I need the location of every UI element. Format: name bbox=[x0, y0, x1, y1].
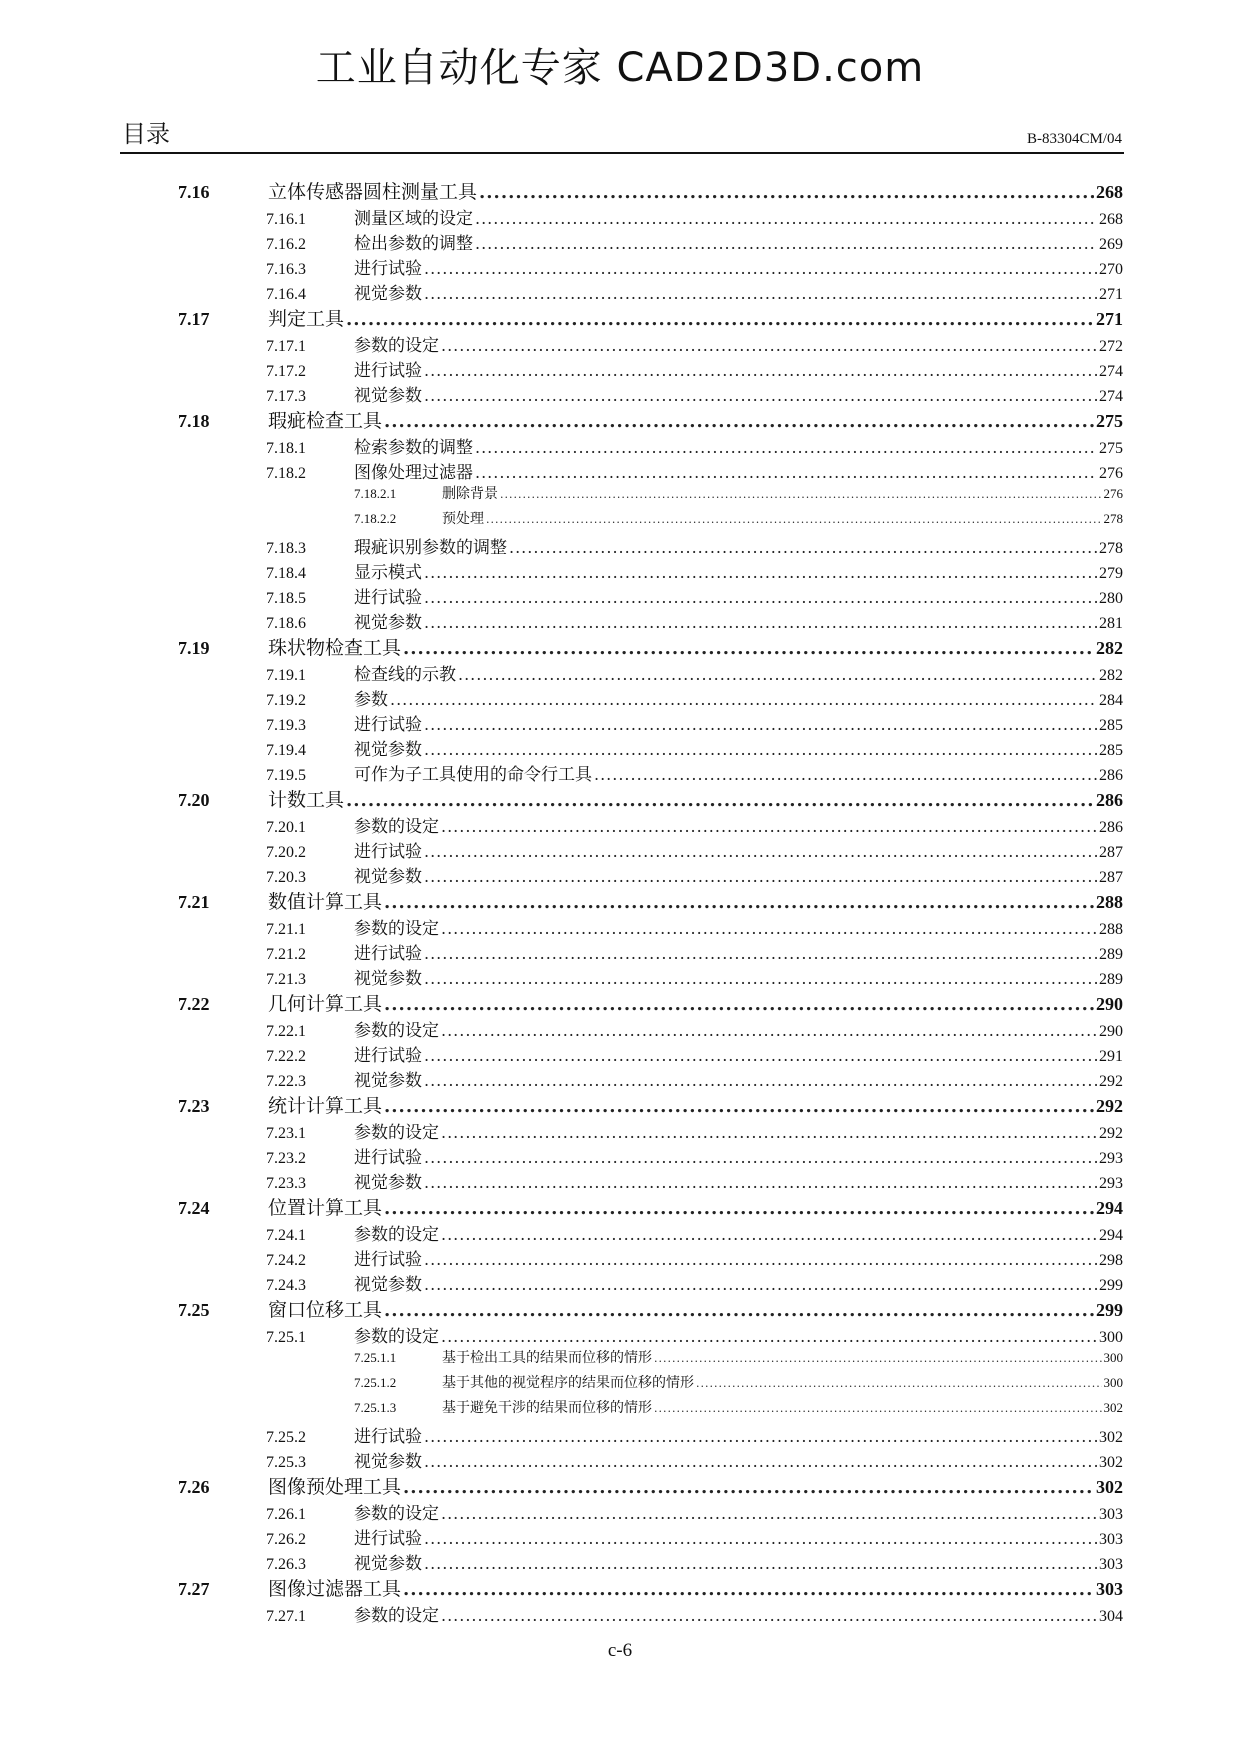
toc-entry[interactable] bbox=[0, 1193, 1123, 1220]
toc-entry[interactable] bbox=[0, 685, 1123, 710]
toc-entry[interactable] bbox=[0, 608, 1123, 633]
toc-dot-leader bbox=[424, 259, 1097, 278]
toc-entry-page: 291 bbox=[1099, 1048, 1123, 1065]
toc-dot-leader bbox=[384, 1096, 1094, 1117]
toc-entry-number: 7.18.2 bbox=[266, 465, 306, 482]
toc-entry[interactable] bbox=[0, 1347, 1123, 1372]
toc-entry-page: 287 bbox=[1099, 844, 1123, 861]
toc-entry-title: 视觉参数 bbox=[354, 740, 422, 760]
toc-entry-title: 进行试验 bbox=[354, 1427, 422, 1447]
toc-entry-number: 7.18.2.2 bbox=[354, 511, 397, 526]
toc-entry-title: 进行试验 bbox=[354, 1148, 422, 1168]
toc-entry-title: 参数的设定 bbox=[354, 1504, 439, 1524]
toc-entry-page: 289 bbox=[1099, 971, 1123, 988]
toc-entry-number: 7.24.3 bbox=[266, 1277, 306, 1294]
toc-dot-leader bbox=[441, 336, 1097, 355]
toc-entry-page: 278 bbox=[1103, 511, 1123, 526]
toc-entry-title: 进行试验 bbox=[354, 361, 422, 381]
toc-entry[interactable] bbox=[0, 356, 1123, 381]
toc-dot-leader bbox=[424, 284, 1097, 303]
watermark-title: 工业自动化专家 CAD2D3D.com bbox=[315, 45, 925, 91]
toc-entry[interactable] bbox=[0, 1499, 1123, 1524]
toc-entry-page: 268 bbox=[1099, 211, 1123, 228]
toc-entry[interactable] bbox=[0, 1447, 1123, 1472]
toc-entry-title: 视觉参数 bbox=[354, 1554, 422, 1574]
toc-entry-page: 288 bbox=[1096, 892, 1123, 912]
toc-entry[interactable] bbox=[0, 1168, 1123, 1193]
toc-entry-title: 视觉参数 bbox=[354, 284, 422, 304]
toc-entry[interactable] bbox=[0, 1066, 1123, 1091]
toc-entry-title: 视觉参数 bbox=[354, 1452, 422, 1472]
toc-dot-leader bbox=[403, 1477, 1094, 1498]
toc-entry-page: 279 bbox=[1099, 565, 1123, 582]
toc-entry-number: 7.25.2 bbox=[266, 1429, 306, 1446]
toc-entry-number: 7.24.2 bbox=[266, 1252, 306, 1269]
toc-dot-leader bbox=[424, 613, 1097, 632]
toc-entry-number: 7.16 bbox=[178, 182, 210, 202]
toc-entry-title: 进行试验 bbox=[354, 944, 422, 964]
toc-entry[interactable] bbox=[0, 483, 1123, 508]
toc-entry-number: 7.25.3 bbox=[266, 1454, 306, 1471]
toc-entry[interactable] bbox=[0, 1524, 1123, 1549]
toc-entry[interactable] bbox=[0, 1220, 1123, 1245]
toc-entry[interactable] bbox=[0, 1472, 1123, 1499]
toc-entry[interactable] bbox=[0, 989, 1123, 1016]
toc-dot-leader bbox=[424, 1071, 1097, 1090]
toc-entry[interactable] bbox=[0, 1143, 1123, 1168]
toc-entry[interactable] bbox=[0, 177, 1123, 204]
toc-entry[interactable] bbox=[0, 1397, 1123, 1422]
toc-entry-title: 计数工具 bbox=[268, 789, 345, 811]
toc-entry-page: 286 bbox=[1099, 767, 1123, 784]
toc-entry[interactable] bbox=[0, 1118, 1123, 1143]
toc-entry-number: 7.17 bbox=[178, 309, 210, 329]
toc-entry[interactable] bbox=[0, 1322, 1123, 1347]
toc-entry-title: 基于检出工具的结果而位移的情形 bbox=[442, 1350, 652, 1366]
toc-entry-title: 参数 bbox=[354, 690, 388, 710]
toc-dot-leader bbox=[475, 209, 1097, 228]
toc-dot-leader bbox=[403, 638, 1094, 659]
toc-entry-page: 292 bbox=[1096, 1096, 1123, 1116]
toc-dot-leader bbox=[424, 1427, 1097, 1446]
toc-entry-page: 269 bbox=[1099, 236, 1123, 253]
toc-entry-page: 288 bbox=[1099, 921, 1123, 938]
toc-entry-page: 275 bbox=[1099, 440, 1123, 457]
toc-dot-leader bbox=[384, 1300, 1094, 1321]
toc-entry-title: 基于避免干涉的结果而位移的情形 bbox=[442, 1400, 652, 1416]
toc-entry-number: 7.19.2 bbox=[266, 692, 306, 709]
toc-dot-leader bbox=[441, 1504, 1097, 1523]
toc-entry-number: 7.26 bbox=[178, 1477, 210, 1497]
toc-entry-page: 303 bbox=[1099, 1506, 1123, 1523]
toc-dot-leader bbox=[475, 438, 1097, 457]
toc-entry-number: 7.26.2 bbox=[266, 1531, 306, 1548]
toc-entry[interactable] bbox=[0, 837, 1123, 862]
toc-entry-title: 视觉参数 bbox=[354, 867, 422, 887]
toc-entry-page: 274 bbox=[1099, 388, 1123, 405]
toc-entry-number: 7.18.4 bbox=[266, 565, 306, 582]
toc-dot-leader bbox=[424, 1148, 1097, 1167]
toc-entry-number: 7.23.2 bbox=[266, 1150, 306, 1167]
toc-entry[interactable] bbox=[0, 533, 1123, 558]
toc-entry[interactable] bbox=[0, 1091, 1123, 1118]
toc-entry-number: 7.20.3 bbox=[266, 869, 306, 886]
toc-dot-leader bbox=[424, 969, 1097, 988]
toc-entry-title: 进行试验 bbox=[354, 1529, 422, 1549]
toc-entry-number: 7.19.1 bbox=[266, 667, 306, 684]
toc-entry-title: 窗口位移工具 bbox=[268, 1299, 383, 1321]
toc-entry[interactable] bbox=[0, 508, 1123, 533]
toc-dot-leader bbox=[424, 1554, 1097, 1573]
toc-entry[interactable] bbox=[0, 914, 1123, 939]
toc-entry[interactable] bbox=[0, 1372, 1123, 1397]
toc-dot-leader bbox=[486, 513, 1102, 526]
toc-entry-title: 参数的设定 bbox=[354, 1327, 439, 1347]
toc-entry-number: 7.27 bbox=[178, 1579, 210, 1599]
toc-entry-page: 303 bbox=[1096, 1579, 1123, 1599]
toc-entry-title: 统计计算工具 bbox=[268, 1095, 383, 1117]
toc-entry-number: 7.16.4 bbox=[266, 286, 306, 303]
toc-entry[interactable] bbox=[0, 458, 1123, 483]
toc-entry-page: 293 bbox=[1099, 1175, 1123, 1192]
toc-dot-leader bbox=[424, 715, 1097, 734]
toc-entry-number: 7.20.1 bbox=[266, 819, 306, 836]
toc-dot-leader bbox=[346, 309, 1094, 330]
toc-entry-title: 进行试验 bbox=[354, 842, 422, 862]
toc-entry-page: 299 bbox=[1096, 1300, 1123, 1320]
toc-entry[interactable] bbox=[0, 204, 1123, 229]
toc-entry-page: 302 bbox=[1099, 1429, 1123, 1446]
toc-dot-leader bbox=[475, 463, 1097, 482]
toc-dot-leader bbox=[424, 1529, 1097, 1548]
toc-entry-page: 292 bbox=[1099, 1073, 1123, 1090]
toc-entry-page: 292 bbox=[1099, 1125, 1123, 1142]
toc-entry[interactable] bbox=[0, 381, 1123, 406]
toc-entry-page: 300 bbox=[1103, 1350, 1123, 1365]
toc-entry[interactable] bbox=[0, 254, 1123, 279]
toc-entry-title: 进行试验 bbox=[354, 1250, 422, 1270]
toc-entry-number: 7.21 bbox=[178, 892, 210, 912]
toc-dot-leader bbox=[424, 1452, 1097, 1471]
toc-dot-leader bbox=[441, 1327, 1097, 1346]
toc-dot-leader bbox=[424, 563, 1097, 582]
toc-dot-leader bbox=[475, 234, 1097, 253]
toc-dot-leader bbox=[441, 919, 1097, 938]
toc-entry-title: 珠状物检查工具 bbox=[268, 637, 402, 659]
toc-entry-number: 7.24.1 bbox=[266, 1227, 306, 1244]
toc-dot-leader bbox=[441, 1021, 1097, 1040]
toc-entry-number: 7.25.1 bbox=[266, 1329, 306, 1346]
toc-entry-number: 7.18.2.1 bbox=[354, 486, 397, 501]
toc-entry[interactable] bbox=[0, 887, 1123, 914]
toc-entry-page: 294 bbox=[1099, 1227, 1123, 1244]
toc-entry-page: 290 bbox=[1096, 994, 1123, 1014]
toc-dot-leader bbox=[654, 1352, 1102, 1365]
toc-entry-page: 299 bbox=[1099, 1277, 1123, 1294]
toc-dot-leader bbox=[424, 1250, 1097, 1269]
toc-entry-page: 304 bbox=[1099, 1608, 1123, 1625]
toc-entry[interactable] bbox=[0, 1041, 1123, 1066]
toc-entry-title: 进行试验 bbox=[354, 1046, 422, 1066]
toc-dot-leader bbox=[479, 182, 1094, 203]
toc-entry-title: 检查线的示教 bbox=[354, 665, 456, 685]
toc-entry[interactable] bbox=[0, 760, 1123, 785]
toc-entry-title: 数值计算工具 bbox=[268, 891, 383, 913]
toc-entry-title: 瑕疵识别参数的调整 bbox=[354, 538, 507, 558]
toc-entry[interactable] bbox=[0, 433, 1123, 458]
toc-entry-page: 285 bbox=[1099, 742, 1123, 759]
toc-entry-number: 7.20.2 bbox=[266, 844, 306, 861]
toc-entry-title: 基于其他的视觉程序的结果而位移的情形 bbox=[442, 1375, 694, 1391]
toc-entry-page: 280 bbox=[1099, 590, 1123, 607]
toc-dot-leader bbox=[424, 588, 1097, 607]
toc-entry-title: 视觉参数 bbox=[354, 969, 422, 989]
toc-entry-page: 303 bbox=[1099, 1556, 1123, 1573]
toc-entry-page: 289 bbox=[1099, 946, 1123, 963]
toc-entry-page: 293 bbox=[1099, 1150, 1123, 1167]
toc-entry-number: 7.16.3 bbox=[266, 261, 306, 278]
toc-entry-number: 7.17.3 bbox=[266, 388, 306, 405]
toc-entry-title: 可作为子工具使用的命令行工具 bbox=[354, 765, 592, 785]
toc-dot-leader bbox=[441, 1123, 1097, 1142]
toc-entry[interactable] bbox=[0, 1601, 1123, 1626]
table-of-contents bbox=[0, 177, 1240, 1626]
toc-dot-leader bbox=[441, 1225, 1097, 1244]
toc-entry-number: 7.22.3 bbox=[266, 1073, 306, 1090]
toc-dot-leader bbox=[594, 765, 1097, 784]
toc-entry-page: 286 bbox=[1096, 790, 1123, 810]
toc-entry-page: 282 bbox=[1096, 638, 1123, 658]
toc-dot-leader bbox=[424, 1046, 1097, 1065]
toc-entry-page: 271 bbox=[1096, 309, 1123, 329]
toc-entry-title: 图像过滤器工具 bbox=[268, 1578, 402, 1600]
toc-entry[interactable] bbox=[0, 812, 1123, 837]
toc-entry-title: 检索参数的调整 bbox=[354, 438, 473, 458]
toc-entry-page: 298 bbox=[1099, 1252, 1123, 1269]
toc-dot-leader bbox=[424, 1275, 1097, 1294]
toc-dot-leader bbox=[458, 665, 1097, 684]
toc-entry-title: 进行试验 bbox=[354, 715, 422, 735]
toc-entry-title: 显示模式 bbox=[354, 563, 422, 583]
toc-entry-title: 删除背景 bbox=[442, 486, 498, 502]
toc-dot-leader bbox=[424, 740, 1097, 759]
toc-entry[interactable] bbox=[0, 964, 1123, 989]
header-doc-number: B-83304CM/04 bbox=[1026, 131, 1122, 147]
toc-entry-page: 276 bbox=[1099, 465, 1123, 482]
toc-entry[interactable] bbox=[0, 1549, 1123, 1574]
toc-entry[interactable] bbox=[0, 660, 1123, 685]
toc-entry-title: 图像处理过滤器 bbox=[354, 463, 473, 483]
toc-entry-number: 7.25.1.3 bbox=[354, 1400, 397, 1415]
toc-entry-page: 300 bbox=[1103, 1375, 1123, 1390]
toc-entry[interactable] bbox=[0, 633, 1123, 660]
toc-entry-page: 270 bbox=[1099, 261, 1123, 278]
toc-entry-number: 7.21.3 bbox=[266, 971, 306, 988]
toc-dot-leader bbox=[441, 1606, 1097, 1625]
toc-entry-title: 参数的设定 bbox=[354, 1606, 439, 1626]
toc-entry-title: 视觉参数 bbox=[354, 613, 422, 633]
toc-entry-title: 图像预处理工具 bbox=[268, 1476, 402, 1498]
toc-entry-title: 测量区域的设定 bbox=[354, 209, 473, 229]
toc-entry-page: 274 bbox=[1099, 363, 1123, 380]
toc-entry-title: 参数的设定 bbox=[354, 1021, 439, 1041]
toc-dot-leader bbox=[441, 817, 1097, 836]
toc-entry-page: 284 bbox=[1099, 692, 1123, 709]
toc-entry[interactable] bbox=[0, 331, 1123, 356]
toc-entry-page: 303 bbox=[1099, 1531, 1123, 1548]
toc-entry-title: 瑕疵检查工具 bbox=[268, 410, 383, 432]
toc-entry-title: 判定工具 bbox=[268, 308, 345, 330]
toc-entry-number: 7.21.2 bbox=[266, 946, 306, 963]
toc-entry-page: 285 bbox=[1099, 717, 1123, 734]
toc-entry[interactable] bbox=[0, 939, 1123, 964]
toc-entry-number: 7.27.1 bbox=[266, 1608, 306, 1625]
toc-entry-page: 268 bbox=[1096, 182, 1123, 202]
toc-entry-number: 7.17.2 bbox=[266, 363, 306, 380]
toc-entry-title: 参数的设定 bbox=[354, 1123, 439, 1143]
toc-dot-leader bbox=[424, 386, 1097, 405]
toc-entry-page: 294 bbox=[1096, 1198, 1123, 1218]
toc-entry-number: 7.18.6 bbox=[266, 615, 306, 632]
toc-dot-leader bbox=[384, 1198, 1094, 1219]
toc-dot-leader bbox=[696, 1377, 1102, 1390]
toc-entry-title: 视觉参数 bbox=[354, 1071, 422, 1091]
toc-entry-title: 预处理 bbox=[442, 511, 484, 527]
toc-entry-number: 7.24 bbox=[178, 1198, 210, 1218]
toc-entry-number: 7.16.1 bbox=[266, 211, 306, 228]
toc-entry-number: 7.22.1 bbox=[266, 1023, 306, 1040]
toc-dot-leader bbox=[384, 994, 1094, 1015]
toc-entry-number: 7.19.4 bbox=[266, 742, 306, 759]
toc-entry-title: 进行试验 bbox=[354, 588, 422, 608]
toc-dot-leader bbox=[384, 411, 1094, 432]
toc-entry[interactable] bbox=[0, 1270, 1123, 1295]
page-header bbox=[120, 118, 1124, 154]
toc-entry[interactable] bbox=[0, 304, 1123, 331]
toc-dot-leader bbox=[424, 944, 1097, 963]
toc-entry-number: 7.18 bbox=[178, 411, 210, 431]
toc-entry-title: 参数的设定 bbox=[354, 336, 439, 356]
toc-dot-leader bbox=[424, 867, 1097, 886]
toc-entry-title: 视觉参数 bbox=[354, 386, 422, 406]
toc-entry-number: 7.16.2 bbox=[266, 236, 306, 253]
toc-entry[interactable] bbox=[0, 229, 1123, 254]
toc-entry-title: 进行试验 bbox=[354, 259, 422, 279]
page-number: c-6 bbox=[607, 1640, 633, 1661]
toc-entry-page: 271 bbox=[1099, 286, 1123, 303]
toc-dot-leader bbox=[424, 1173, 1097, 1192]
toc-entry-number: 7.20 bbox=[178, 790, 210, 810]
toc-entry-title: 参数的设定 bbox=[354, 817, 439, 837]
toc-entry-number: 7.18.5 bbox=[266, 590, 306, 607]
toc-entry-number: 7.23.3 bbox=[266, 1175, 306, 1192]
toc-entry-page: 278 bbox=[1099, 540, 1123, 557]
toc-entry-page: 302 bbox=[1103, 1400, 1123, 1415]
toc-entry-page: 275 bbox=[1096, 411, 1123, 431]
toc-entry-number: 7.25 bbox=[178, 1300, 210, 1320]
toc-entry[interactable] bbox=[0, 406, 1123, 433]
toc-entry-title: 位置计算工具 bbox=[268, 1197, 383, 1219]
toc-entry[interactable] bbox=[0, 785, 1123, 812]
toc-entry-page: 302 bbox=[1099, 1454, 1123, 1471]
toc-entry-number: 7.22.2 bbox=[266, 1048, 306, 1065]
toc-entry-page: 287 bbox=[1099, 869, 1123, 886]
toc-dot-leader bbox=[384, 892, 1094, 913]
toc-entry-number: 7.25.1.1 bbox=[354, 1350, 397, 1365]
toc-entry-page: 300 bbox=[1099, 1329, 1123, 1346]
toc-entry[interactable] bbox=[0, 735, 1123, 760]
toc-entry-number: 7.25.1.2 bbox=[354, 1375, 397, 1390]
toc-entry-title: 视觉参数 bbox=[354, 1275, 422, 1295]
toc-entry-title: 参数的设定 bbox=[354, 919, 439, 939]
toc-entry-page: 302 bbox=[1096, 1477, 1123, 1497]
toc-entry-number: 7.18.1 bbox=[266, 440, 306, 457]
toc-entry-number: 7.26.1 bbox=[266, 1506, 306, 1523]
toc-entry-page: 286 bbox=[1099, 819, 1123, 836]
toc-entry-number: 7.19 bbox=[178, 638, 210, 658]
toc-entry-title: 视觉参数 bbox=[354, 1173, 422, 1193]
toc-dot-leader bbox=[346, 790, 1094, 811]
toc-entry-page: 290 bbox=[1099, 1023, 1123, 1040]
toc-entry[interactable] bbox=[0, 1295, 1123, 1322]
toc-entry-number: 7.19.3 bbox=[266, 717, 306, 734]
toc-entry-page: 281 bbox=[1099, 615, 1123, 632]
toc-entry-number: 7.17.1 bbox=[266, 338, 306, 355]
toc-entry-number: 7.19.5 bbox=[266, 767, 306, 784]
toc-entry-title: 检出参数的调整 bbox=[354, 234, 473, 254]
toc-entry-number: 7.18.3 bbox=[266, 540, 306, 557]
toc-entry-number: 7.26.3 bbox=[266, 1556, 306, 1573]
toc-dot-leader bbox=[424, 361, 1097, 380]
toc-entry[interactable] bbox=[0, 1016, 1123, 1041]
toc-dot-leader bbox=[390, 690, 1097, 709]
toc-entry-title: 参数的设定 bbox=[354, 1225, 439, 1245]
toc-entry-number: 7.21.1 bbox=[266, 921, 306, 938]
header-section-title: 目录 bbox=[122, 120, 170, 148]
toc-dot-leader bbox=[403, 1579, 1094, 1600]
toc-entry-title: 立体传感器圆柱测量工具 bbox=[268, 181, 478, 203]
toc-dot-leader bbox=[509, 538, 1097, 557]
toc-entry[interactable] bbox=[0, 1422, 1123, 1447]
toc-entry-page: 276 bbox=[1103, 486, 1123, 501]
toc-dot-leader bbox=[654, 1402, 1102, 1415]
toc-entry[interactable] bbox=[0, 1574, 1123, 1601]
toc-dot-leader bbox=[500, 488, 1102, 501]
toc-entry-page: 272 bbox=[1099, 338, 1123, 355]
toc-entry[interactable] bbox=[0, 558, 1123, 583]
toc-entry[interactable] bbox=[0, 710, 1123, 735]
toc-entry-page: 282 bbox=[1099, 667, 1123, 684]
toc-entry-title: 几何计算工具 bbox=[268, 993, 383, 1015]
toc-entry[interactable] bbox=[0, 1245, 1123, 1270]
toc-dot-leader bbox=[424, 842, 1097, 861]
toc-entry-number: 7.22 bbox=[178, 994, 210, 1014]
toc-entry-number: 7.23 bbox=[178, 1096, 210, 1116]
toc-entry[interactable] bbox=[0, 862, 1123, 887]
toc-entry[interactable] bbox=[0, 583, 1123, 608]
toc-entry-number: 7.23.1 bbox=[266, 1125, 306, 1142]
toc-entry[interactable] bbox=[0, 279, 1123, 304]
